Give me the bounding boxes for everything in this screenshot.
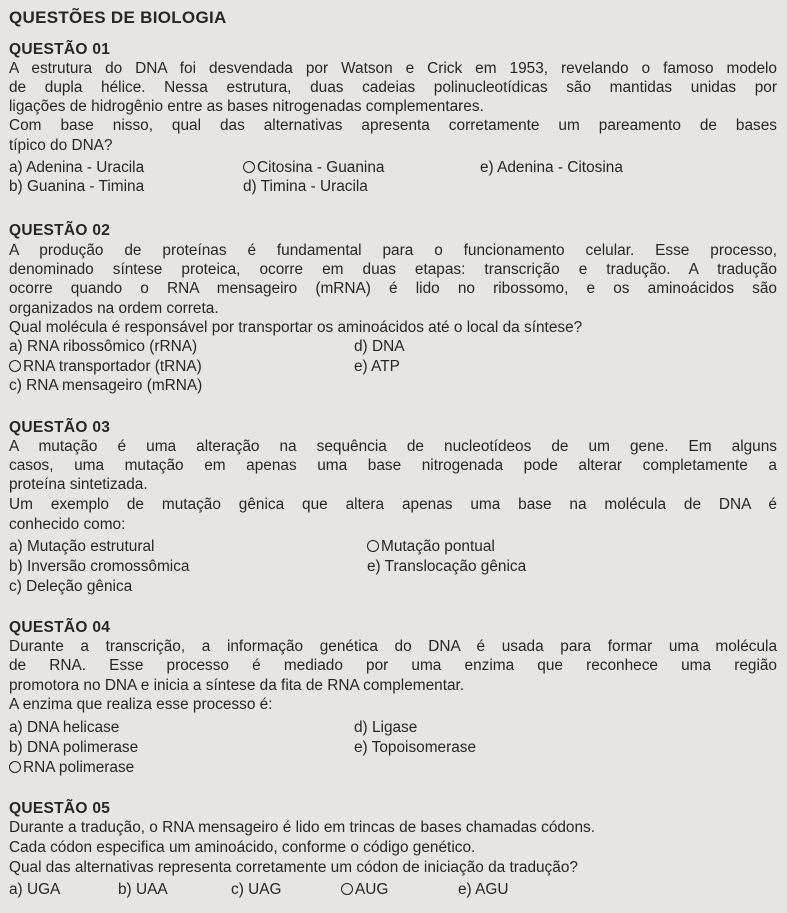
q4-option-a[interactable]: a) DNA helicase bbox=[9, 719, 120, 736]
question-4-text-line: promotora no DNA e inicia a síntese da fita de RNA complementar. bbox=[9, 677, 465, 694]
answer-circle-mark bbox=[367, 540, 379, 552]
answer-circle-mark bbox=[341, 883, 353, 895]
question-1-heading: QUESTÃO 01 bbox=[9, 41, 111, 58]
q1-option-b[interactable]: b) Guanina - Timina bbox=[9, 178, 145, 195]
q1-option-c[interactable] bbox=[243, 158, 384, 177]
q2-option-c[interactable]: c) RNA mensageiro (mRNA) bbox=[9, 377, 203, 394]
answer-circle-mark bbox=[9, 360, 21, 372]
q2-option-b-label: RNA transportador (tRNA) bbox=[23, 358, 202, 375]
page-title: QUESTÕES DE BIOLOGIA bbox=[9, 8, 227, 27]
question-3-text-line: casos, uma mutação em apenas uma base nitrogenada pode alterar completamente a bbox=[9, 457, 777, 474]
answer-circle-mark bbox=[243, 161, 255, 173]
question-1-text-line: ligações de hidrogênio entre as bases nitrogenadas complementares. bbox=[9, 98, 484, 115]
question-2-text-line: ocorre quando o RNA mensageiro (mRNA) é lido no ribossomo, e os aminoácidos são bbox=[9, 280, 777, 297]
question-4-text-line: A enzima que realiza esse processo é: bbox=[9, 696, 273, 713]
q3-option-b[interactable]: b) Inversão cromossômica bbox=[9, 558, 190, 575]
question-1-text-line: de dupla hélice. Nessa estrutura, duas cadeias polinucleotídicas são mantidas unidas por bbox=[9, 79, 777, 96]
q4-option-c-label: RNA polimerase bbox=[23, 759, 135, 776]
question-2-text-line: organizados na ordem correta. bbox=[9, 300, 219, 317]
question-3-text-line: proteína sintetizada. bbox=[9, 476, 148, 493]
q5-option-d-label: AUG bbox=[355, 881, 389, 898]
q4-option-b[interactable]: b) DNA polimerase bbox=[9, 739, 139, 756]
question-5-heading: QUESTÃO 05 bbox=[9, 800, 111, 817]
question-3-text-line: A mutação é uma alteração na sequência de nucleotídeos de um gene. Em alguns bbox=[9, 438, 777, 455]
answer-circle-mark bbox=[9, 761, 21, 773]
q5-option-a[interactable]: a) UGA bbox=[9, 881, 61, 898]
q4-option-e[interactable]: e) Topoisomerase bbox=[354, 739, 477, 756]
question-2-text-line: Qual molécula é responsável por transportar os aminoácidos até o local da síntese? bbox=[9, 319, 583, 336]
question-5-text-line: Durante a tradução, o RNA mensageiro é lido em trincas de bases chamadas códons. bbox=[9, 819, 596, 836]
q3-option-e[interactable]: e) Translocação gênica bbox=[367, 558, 527, 575]
question-4-heading: QUESTÃO 04 bbox=[9, 619, 111, 636]
question-2-text-line: A produção de proteínas é fundamental para o funcionamento celular. Esse processo, bbox=[9, 242, 777, 259]
q5-option-c[interactable]: c) UAG bbox=[231, 881, 282, 898]
q3-option-c[interactable]: c) Deleção gênica bbox=[9, 578, 133, 595]
q1-option-e[interactable]: e) Adenina - Citosina bbox=[480, 159, 623, 176]
question-2-text-line: denominado síntese proteica, ocorre em duas etapas: transcrição e tradução. A tradução bbox=[9, 261, 777, 278]
q5-option-e[interactable]: e) AGU bbox=[458, 881, 509, 898]
question-5-text-line: Cada códon especifica um aminoácido, conforme o código genético. bbox=[9, 839, 476, 856]
q2-option-b[interactable] bbox=[9, 357, 202, 376]
question-2-heading: QUESTÃO 02 bbox=[9, 222, 111, 239]
question-1-text-line: A estrutura do DNA foi desvendada por Watson e Crick em 1953, revelando o famoso modelo bbox=[9, 60, 777, 77]
question-1-text-line: Com base nisso, qual das alternativas apresenta corretamente um pareamento de bases bbox=[9, 117, 777, 134]
q3-option-d[interactable] bbox=[367, 537, 495, 556]
question-1-text-line: típico do DNA? bbox=[9, 137, 113, 154]
q5-option-d[interactable] bbox=[341, 880, 388, 899]
question-4-text-line: de RNA. Esse processo é mediado por uma enzima que reconhece uma região bbox=[9, 657, 777, 674]
q4-option-d[interactable]: d) Ligase bbox=[354, 719, 418, 736]
question-3-heading: QUESTÃO 03 bbox=[9, 419, 111, 436]
question-3-text-line: Um exemplo de mutação gênica que altera apenas uma base na molécula de DNA é bbox=[9, 496, 777, 513]
q3-option-d-label: Mutação pontual bbox=[381, 538, 495, 555]
q2-option-a[interactable]: a) RNA ribossômico (rRNA) bbox=[9, 338, 198, 355]
question-5-text-line: Qual das alternativas representa corretamente um códon de iniciação da tradução? bbox=[9, 859, 578, 876]
q1-option-d[interactable]: d) Timina - Uracila bbox=[243, 178, 368, 195]
q1-option-a[interactable]: a) Adenina - Uracila bbox=[9, 159, 145, 176]
q2-option-e[interactable]: e) ATP bbox=[354, 358, 400, 375]
q1-option-c-label: Citosina - Guanina bbox=[257, 159, 385, 176]
q2-option-d[interactable]: d) DNA bbox=[354, 338, 405, 355]
q5-option-b[interactable]: b) UAA bbox=[118, 881, 168, 898]
q3-option-a[interactable]: a) Mutação estrutural bbox=[9, 538, 155, 555]
question-3-text-line: conhecido como: bbox=[9, 516, 126, 533]
q4-option-c[interactable] bbox=[9, 758, 134, 777]
question-4-text-line: Durante a transcrição, a informação genética do DNA é usada para formar uma molécula bbox=[9, 638, 777, 655]
